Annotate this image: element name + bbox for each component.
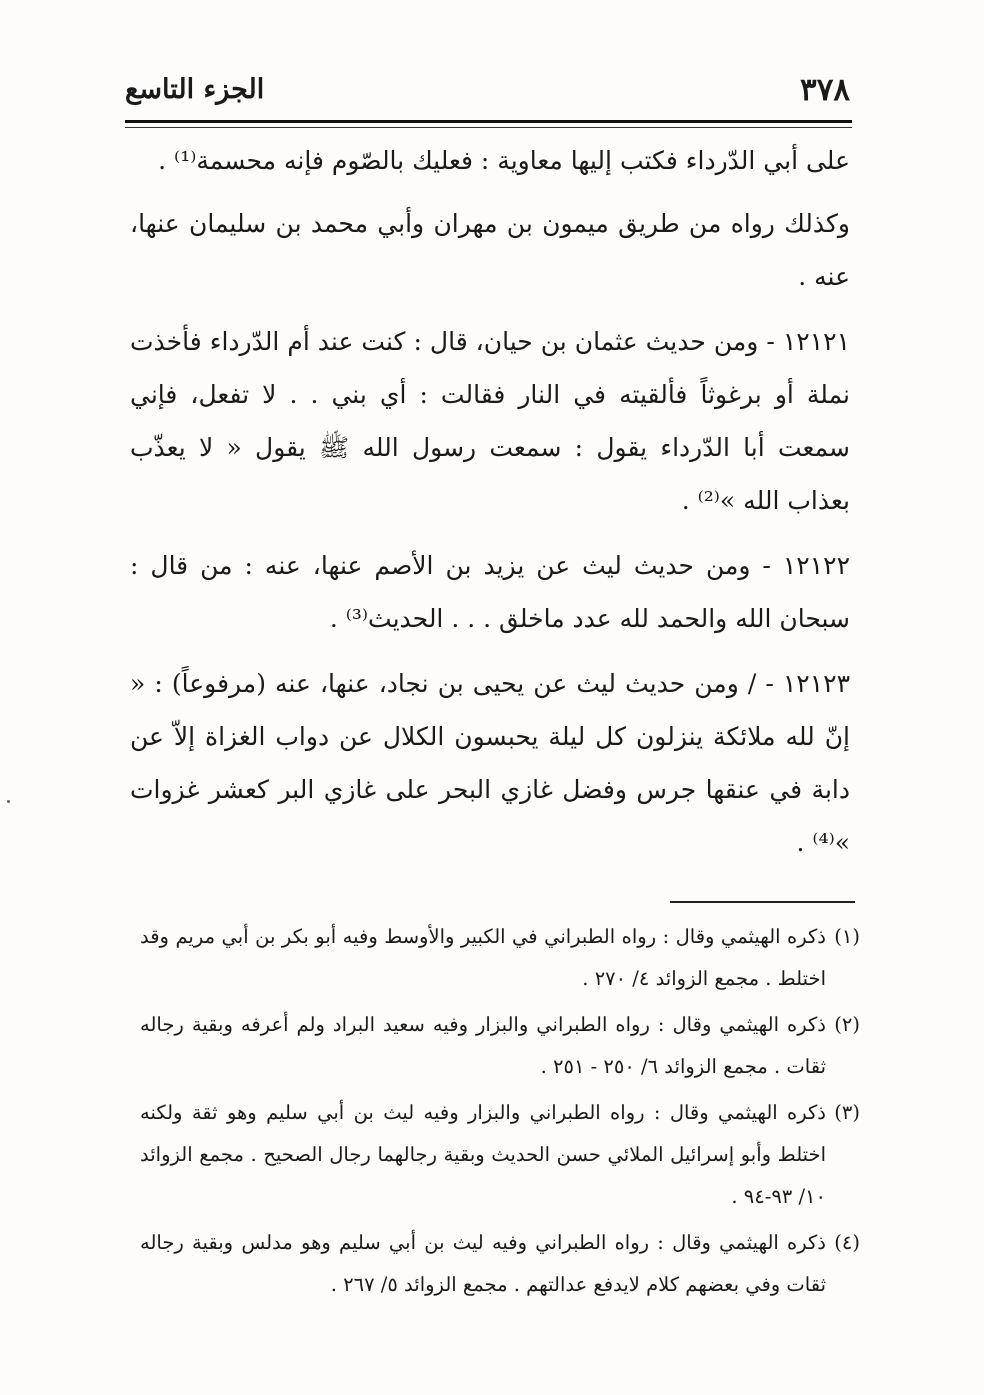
footnotes <box>140 916 860 1310</box>
scan-speck <box>7 800 10 803</box>
footnote-number: (٤) <box>834 1231 860 1254</box>
main-text <box>130 134 850 869</box>
footnote-1 <box>140 916 860 1000</box>
footnote-number: (٢) <box>834 1013 860 1036</box>
footnote-2 <box>140 1004 860 1088</box>
paragraph-1: على أبي الدّرداء فكتب إليها معاوية : فعليك بالصّوم فإنه محسمة⁽¹⁾ . <box>158 146 850 175</box>
part-title: الجزء التاسع <box>125 74 265 105</box>
footnote-number: (١) <box>834 925 860 948</box>
footnote-number: (٣) <box>834 1101 860 1124</box>
header-rule <box>125 120 852 123</box>
footnote-text: ذكره الهيثمي وقال : رواه الطبراني في الكبير والأوسط وفيه أبو بكر بن أبي مريم وقد اختلط . مجمع الزوائد ٤/ ٢٧٠ . <box>140 925 826 990</box>
footnote-text: ذكره الهيثمي وقال : رواه الطبراني وفيه ليث بن أبي سليم وهو مدلس وبقية رجاله ثقات وفي بعضهم كلام لايدفع عدالتهم . مجمع الزوائد ٥/ ٢٦٧ . <box>140 1231 826 1296</box>
paragraph-2: وكذلك رواه من طريق ميمون بن مهران وأبي محمد بن سليمان عنها، عنه . <box>130 209 850 291</box>
hadith-12122: ١٢١٢٢ - ومن حديث ليث عن يزيد بن الأصم عنها، عنه : من قال : سبحان الله والحمد لله عدد ماخلق . . . الحديث⁽³⁾ . <box>130 551 850 633</box>
footnote-separator <box>670 901 855 903</box>
hadith-12123: ١٢١٢٣ - / ومن حديث ليث عن يحيى بن نجاد، عنها، عنه (مرفوعاً) : « إنّ لله ملائكة ينزلون كل ليلة يحبسون الكلال عن دواب الغزاة إلاّ عن دابة في عنقها جرس وفضل غازي البحر على غازي البر كعشر غزوات »⁽⁴⁾ . <box>130 669 850 857</box>
footnote-4 <box>140 1222 860 1306</box>
page-header <box>125 62 850 122</box>
header-rule-thin <box>125 127 852 128</box>
footnote-3 <box>140 1092 860 1218</box>
page-number: ٣٧٨ <box>800 72 850 108</box>
footnote-text: ذكره الهيثمي وقال : رواه الطبراني والبزار وفيه سعيد البراد ولم أعرفه وبقية رجاله ثقات . مجمع الزوائد ٦/ ٢٥٠ - ٢٥١ . <box>140 1013 826 1078</box>
footnote-text: ذكره الهيثمي وقال : رواه الطبراني والبزار وفيه ليث بن أبي سليم وهو ثقة ولكنه اختلط وأبو إسرائيل الملائي حسن الحديث وبقية رجالهما رجال الصحيح . مجمع الزوائد ١٠/ ٩٣-٩٤ . <box>140 1101 826 1208</box>
hadith-12121: ١٢١٢١ - ومن حديث عثمان بن حيان، قال : كنت عند أم الدّرداء فأخذت نملة أو برغوثاً فألقيته في النار فقالت : أي بني . . لا تفعل، فإني سمعت أبا الدّرداء يقول : سمعت رسول الله ﷺ يقول « لا يعذّب بعذاب الله »⁽²⁾ . <box>130 327 850 515</box>
